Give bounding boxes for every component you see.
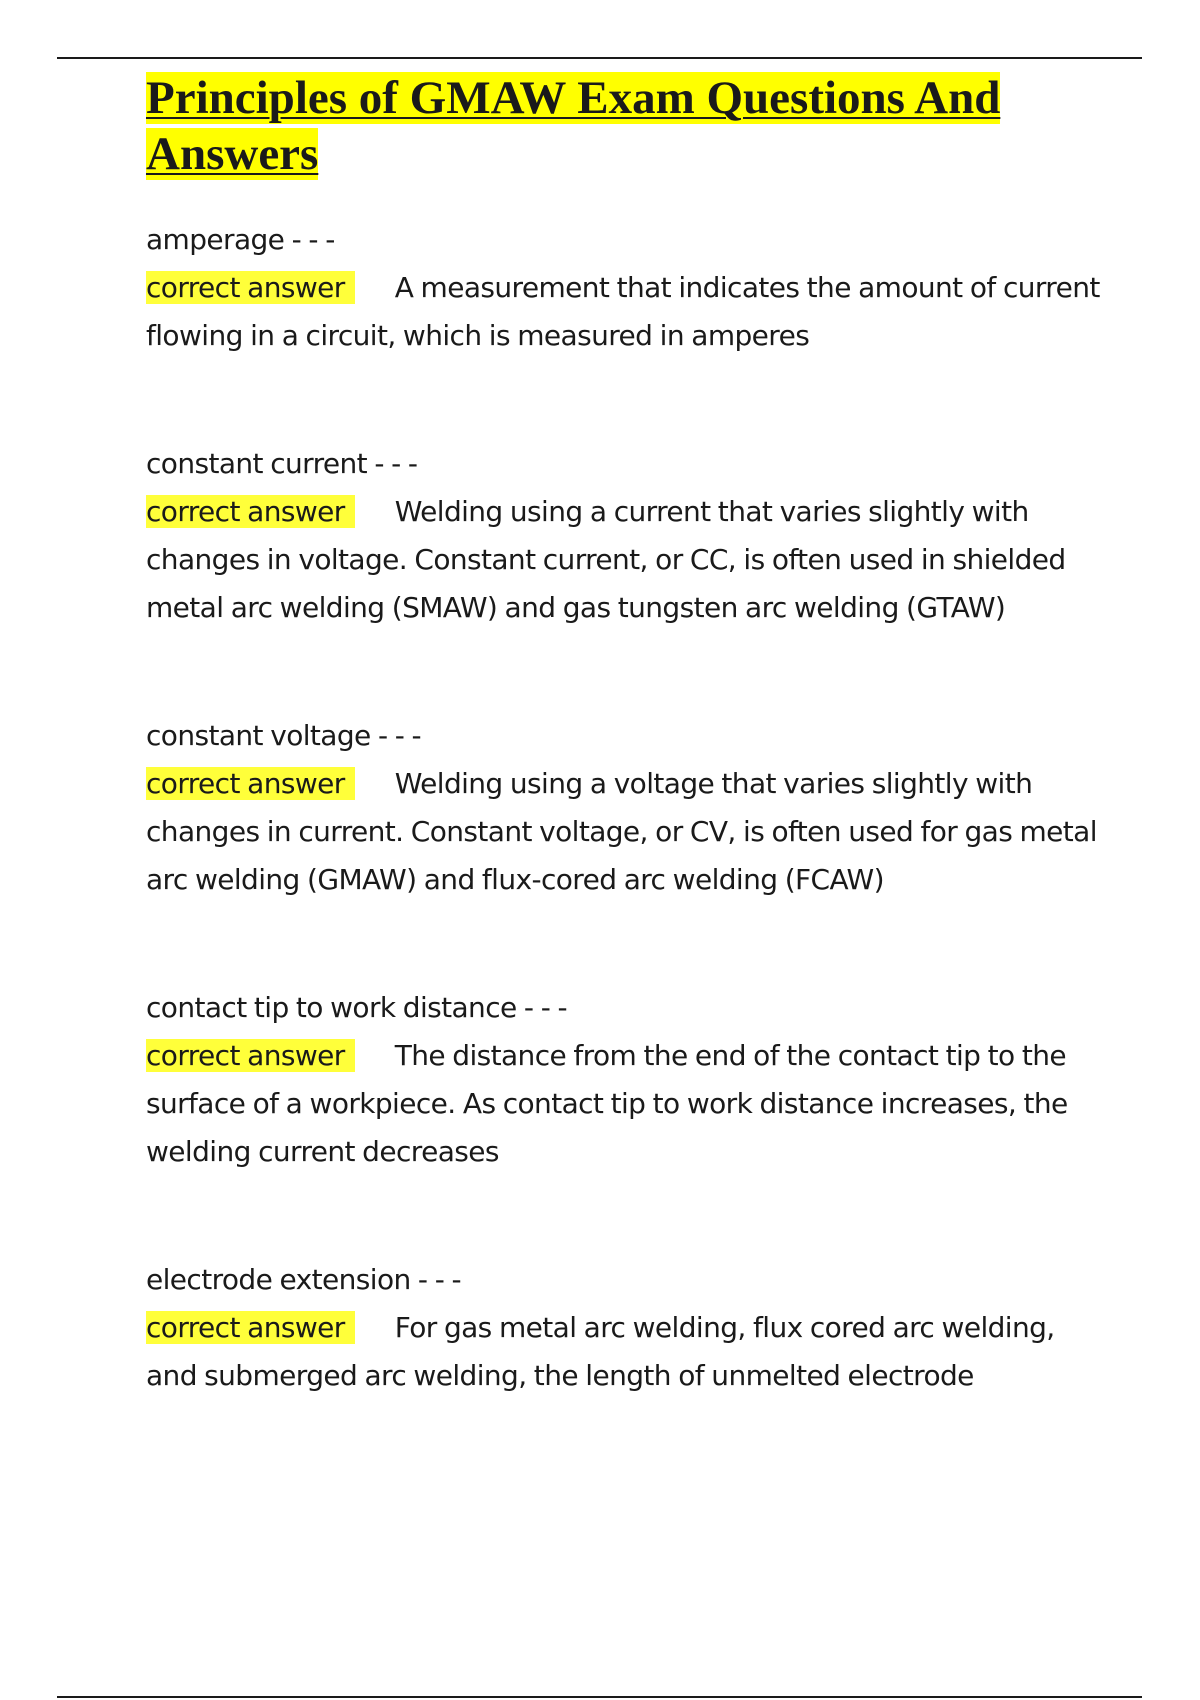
qa-term: constant current - - - [146, 447, 418, 480]
qa-list [146, 216, 1106, 1400]
qa-term: constant voltage - - - [146, 719, 422, 752]
top-rule [57, 57, 1142, 59]
qa-item-constant-voltage [146, 712, 1106, 904]
qa-answer: The distance from the end of the contact tip to the surface of a workpiece. As contact tip to work distance increases, the welding current decreases [146, 1039, 1068, 1168]
qa-item-amperage [146, 216, 1106, 360]
document-body [146, 70, 1106, 1400]
correct-answer-label: correct answer [146, 271, 355, 304]
correct-answer-label: correct answer [146, 767, 355, 800]
correct-answer-label: correct answer [146, 1311, 355, 1344]
qa-answer: Welding using a current that varies slightly with changes in voltage. Constant current, or CC, is often used in shielded metal arc welding (SMAW) and gas tungsten arc welding (GTAW) [146, 495, 1066, 624]
document-title [146, 70, 1106, 182]
qa-term: electrode extension - - - [146, 1263, 462, 1296]
correct-answer-label: correct answer [146, 1039, 355, 1072]
qa-term: contact tip to work distance - - - [146, 991, 568, 1024]
qa-answer: For gas metal arc welding, flux cored arc welding, and submerged arc welding, the length of unmelted electrode [146, 1311, 1055, 1392]
bottom-rule [57, 1696, 1142, 1698]
qa-item-electrode-extension [146, 1256, 1106, 1400]
qa-item-constant-current [146, 440, 1106, 632]
correct-answer-label: correct answer [146, 495, 355, 528]
document-title-text: Principles of GMAW Exam Questions And Answers [146, 72, 1001, 180]
qa-answer: A measurement that indicates the amount of current flowing in a circuit, which is measured in amperes [146, 271, 1100, 352]
qa-term: amperage - - - [146, 223, 335, 256]
qa-item-contact-tip-to-work-distance [146, 984, 1106, 1176]
qa-answer: Welding using a voltage that varies slightly with changes in current. Constant voltage, or CV, is often used for gas metal arc welding (GMAW) and flux-cored arc welding (FCAW) [146, 767, 1097, 896]
